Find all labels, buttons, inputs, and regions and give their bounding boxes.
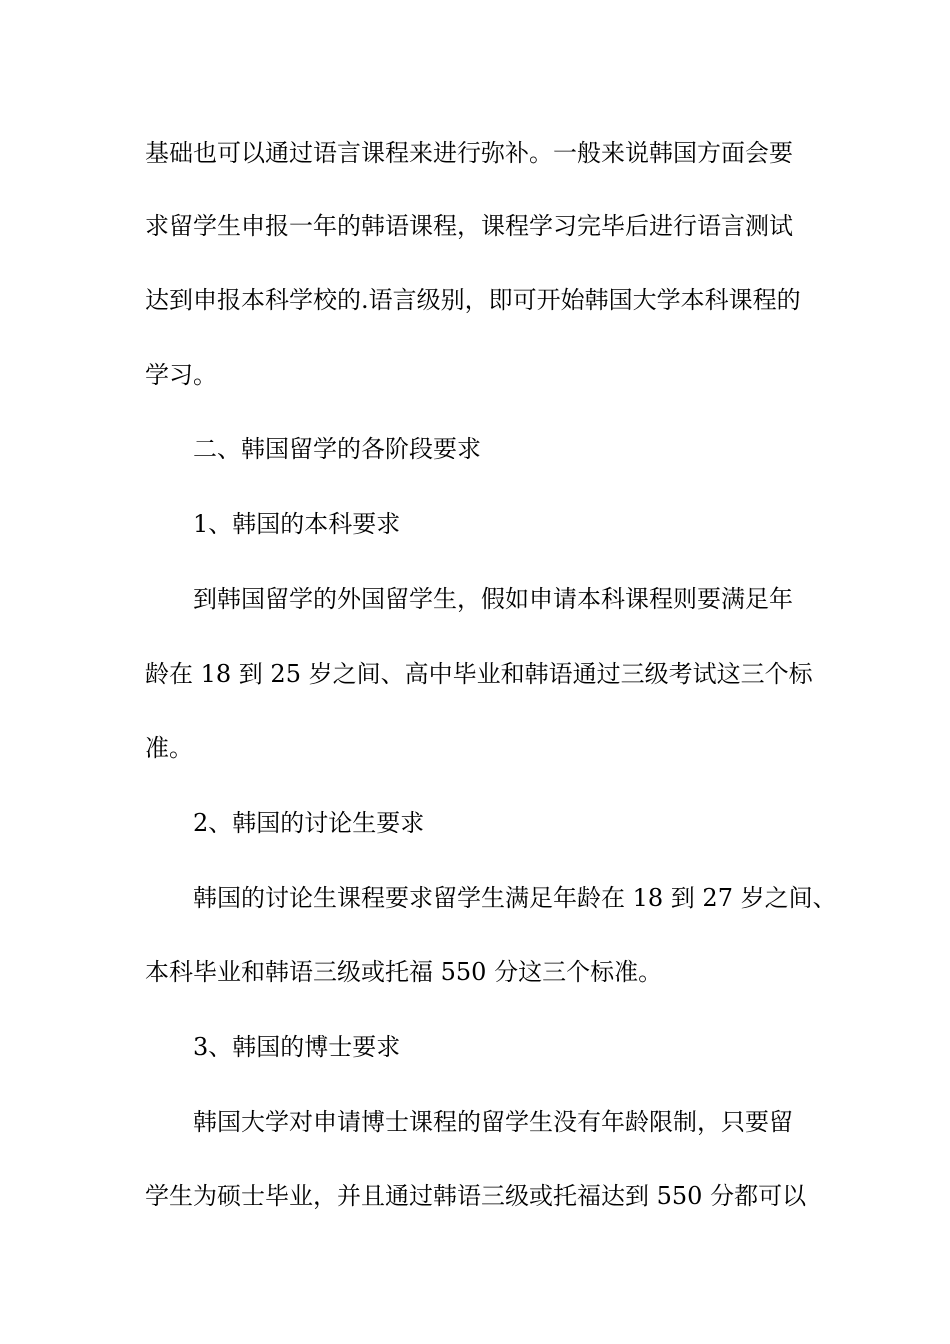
paragraph-line: 韩国大学对申请博士课程的留学生没有年龄限制，只要留 bbox=[193, 1108, 793, 1136]
paragraph-line: 学习。 bbox=[145, 361, 217, 389]
paragraph-line: 到韩国留学的外国留学生，假如申请本科课程则要满足年 bbox=[193, 585, 793, 613]
paragraph-line: 龄在 18 到 25 岁之间、高中毕业和韩语通过三级考试这三个标 bbox=[145, 660, 813, 688]
paragraph-line: 准。 bbox=[145, 734, 193, 762]
subsection-heading: 1、韩国的本科要求 bbox=[193, 510, 401, 538]
paragraph-line: 韩国的讨论生课程要求留学生满足年龄在 18 到 27 岁之间、 bbox=[193, 884, 837, 912]
section-heading: 二、韩国留学的各阶段要求 bbox=[193, 435, 481, 463]
paragraph-line: 基础也可以通过语言课程来进行弥补。一般来说韩国方面会要 bbox=[145, 139, 793, 167]
subsection-heading: 2、韩国的讨论生要求 bbox=[193, 809, 425, 837]
paragraph-line: 达到申报本科学校的.语言级别，即可开始韩国大学本科课程的 bbox=[145, 286, 801, 314]
subsection-heading: 3、韩国的博士要求 bbox=[193, 1033, 401, 1061]
paragraph-line: 学生为硕士毕业，并且通过韩语三级或托福达到 550 分都可以 bbox=[145, 1182, 807, 1210]
paragraph-line: 本科毕业和韩语三级或托福 550 分这三个标准。 bbox=[145, 958, 663, 986]
paragraph-line: 求留学生申报一年的韩语课程，课程学习完毕后进行语言测试 bbox=[145, 212, 793, 240]
